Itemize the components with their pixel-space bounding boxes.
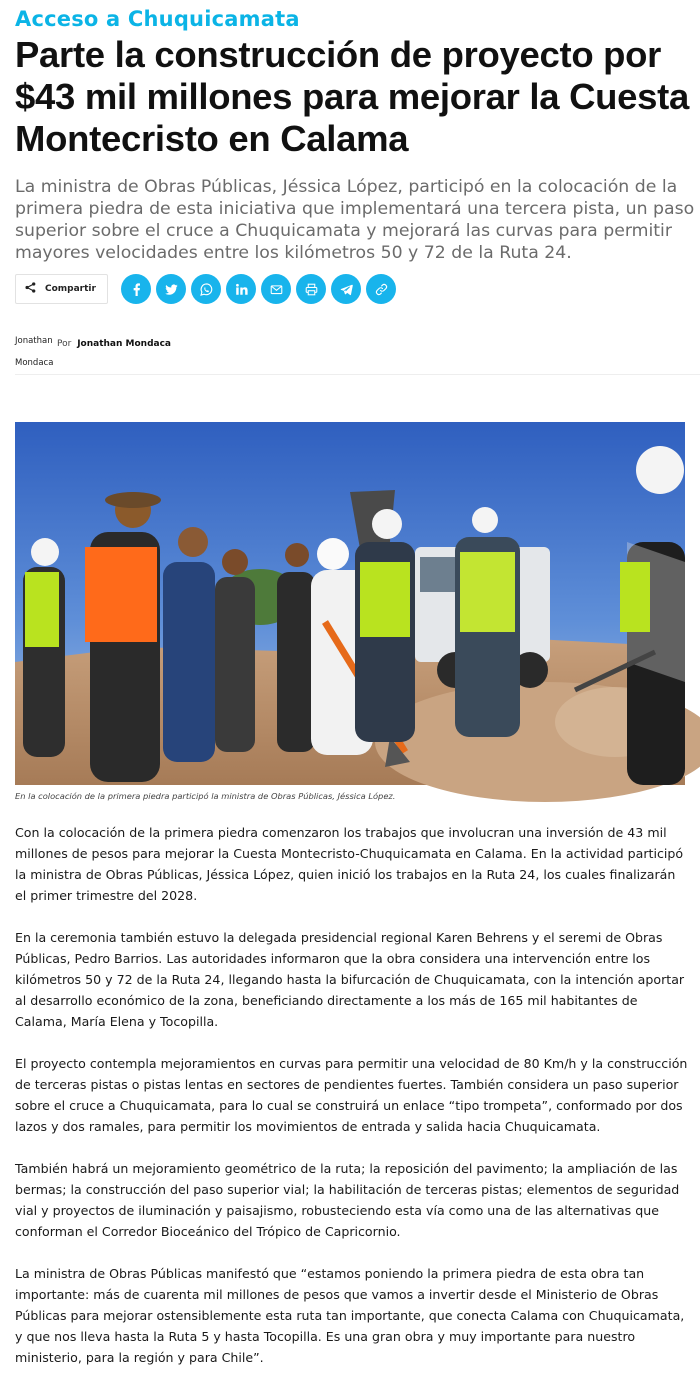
article-paragraph: El proyecto contempla mejoramientos en curvas para permitir una velocidad de 80 Km/h y la construcción de terceras pistas o pistas lentas en sectores de pendientes fuertes. También considera un paso superior sobre el cruce a Chuquicamata, para lo cual se construirá un enlace “tipo trompeta”, conformado por dos lazos y dos ramales, para permitir los movimientos de entrada y salida hacia Chuquicamata. [15, 1056, 688, 1134]
byline-prefix: Por [57, 339, 72, 349]
article-paragraph: Con la colocación de la primera piedra comenzaron los trabajos que involucran una inversión de 43 mil millones de pesos para mejorar la Cuesta Montecristo-Chuquicamata en Calama. En la actividad participó la ministra de Obras Públicas, Jéssica López, quien inició los trabajos en la Ruta 24, los cuales finalizarán el primer trimestre del 2028. [15, 825, 684, 903]
avatar-alt-text-line1: Jonathan [15, 336, 53, 346]
avatar-alt-text-line2: Mondaca [15, 358, 54, 368]
article-summary: La ministra de Obras Públicas, Jéssica López, participó en la colocación de la primera piedra de esta iniciativa que implementará una tercera pista, un paso superior sobre el cruce a Chuquicamata y mejorará las curvas para permitir mayores velocidades entre los kilómetros 50 y 72 de la Ruta 24. [15, 177, 695, 263]
byline [57, 339, 171, 349]
linkedin-share-button[interactable] [226, 274, 256, 304]
photo-caption: En la colocación de la primera piedra participó la ministra de Obras Públicas, Jéssica López. [15, 791, 396, 801]
linkedin-icon [235, 283, 248, 296]
share-bar [15, 274, 396, 304]
share-button[interactable] [15, 274, 108, 304]
telegram-icon [340, 283, 353, 296]
article-photo [15, 422, 685, 785]
social-buttons [121, 274, 396, 304]
whatsapp-share-button[interactable] [191, 274, 221, 304]
avatar[interactable] [15, 330, 55, 374]
print-icon [305, 283, 318, 296]
article-category[interactable]: Acceso a Chuquicamata [15, 7, 300, 31]
facebook-share-button[interactable] [121, 274, 151, 304]
twitter-share-button[interactable] [156, 274, 186, 304]
print-button[interactable] [296, 274, 326, 304]
article-body [15, 822, 688, 1389]
share-icon [25, 280, 36, 298]
copy-link-icon [375, 283, 388, 296]
email-icon [270, 283, 283, 296]
twitter-icon [165, 283, 178, 296]
header-divider [15, 374, 700, 375]
copy-link-button[interactable] [366, 274, 396, 304]
telegram-share-button[interactable] [331, 274, 361, 304]
article-title: Parte la construcción de proyecto por $43 mil millones para mejorar la Cuesta Montecristo en Calama [15, 34, 689, 159]
author-name-link[interactable]: Jonathan Mondaca [77, 339, 172, 349]
email-share-button[interactable] [261, 274, 291, 304]
article-paragraph: La ministra de Obras Públicas manifestó que “estamos poniendo la primera piedra de esta obra tan importante: más de cuarenta mil millones de pesos que vamos a invertir desde el Ministerio de Obras Públicas para mejorar ostensiblemente esta ruta tan importante, que conecta Calama con Chuquicamata, y que nos lleva hasta la Ruta 5 y hasta Tocopilla. Es una gran obra y muy importante para nuestro ministerio, para la región y para Chile”. [15, 1266, 685, 1365]
whatsapp-icon [200, 283, 213, 296]
share-label: Compartir [45, 284, 96, 294]
article-paragraph: También habrá un mejoramiento geométrico de la ruta; la reposición del pavimento; la ampliación de las bermas; la construcción del paso superior vial; la habilitación de terceras pistas; elementos de seguridad vial y proyectos de iluminación y paisajismo, robusteciendo esta vía como una de las alternativas que conforman el Corredor Bioceánico del Trópico de Capricornio. [15, 1161, 680, 1239]
article-paragraph: En la ceremonia también estuvo la delegada presidencial regional Karen Behrens y el seremi de Obras Públicas, Pedro Barrios. Las autoridades informaron que la obra considera una intervención entre los kilómetros 50 y 72 de la Ruta 24, llegando hasta la bifurcación de Chuquicamata, con la intención aportar al desarrollo económico de la zona, beneficiando directamente a los más de 165 mil habitantes de Calama, María Elena y Tocopilla. [15, 930, 685, 1029]
facebook-icon [130, 283, 143, 296]
